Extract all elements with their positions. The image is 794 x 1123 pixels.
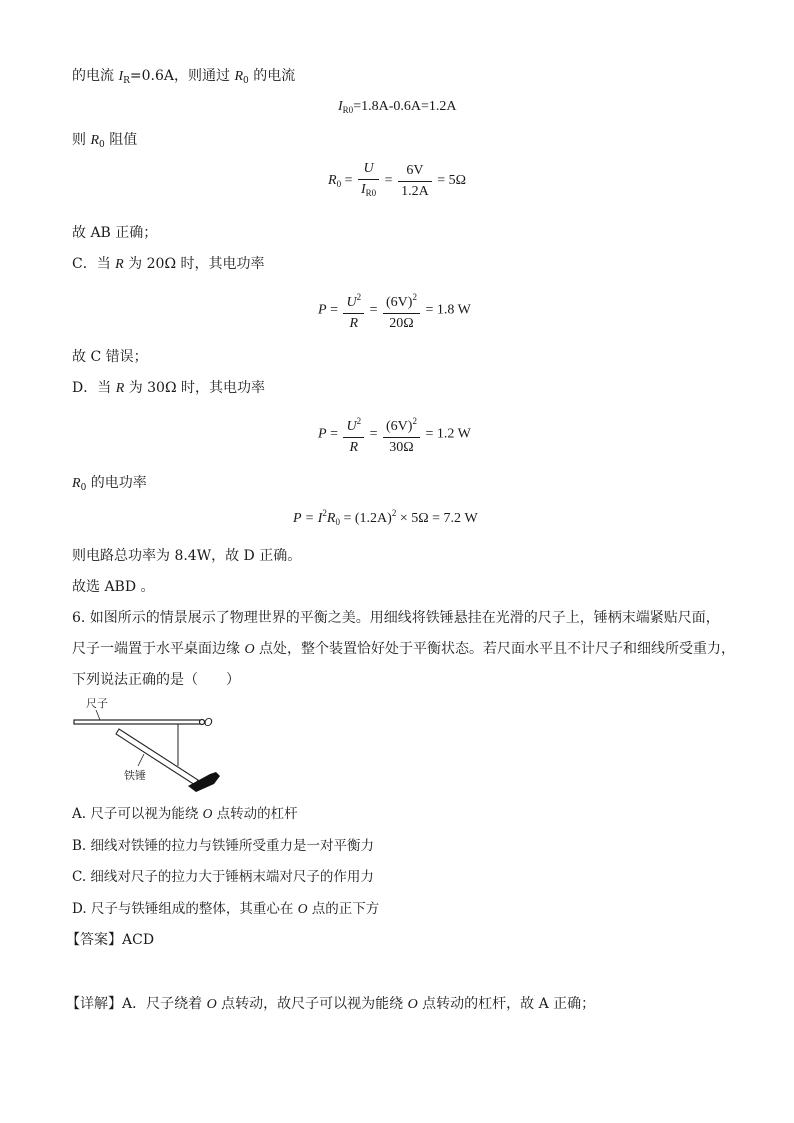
var-I: I: [338, 99, 343, 114]
equals: =: [381, 173, 397, 189]
equals: =: [366, 426, 381, 442]
option-D: [72, 899, 379, 919]
detail-tag: 【详解】: [66, 996, 122, 1012]
result: = 1.2 W: [421, 426, 471, 442]
subscript: R0: [365, 188, 377, 198]
fraction-U2-over-R: [343, 288, 364, 333]
text-line-R0-resistance: [72, 130, 137, 155]
denominator: R: [349, 440, 359, 455]
equation-current-R0: [338, 99, 456, 115]
text-line-D-intro: [72, 378, 265, 399]
equation-lhs: P =: [293, 511, 318, 526]
numerator: U: [346, 419, 357, 434]
option-B: B. 细线对铁锤的拉力与铁锤所受重力是一对平衡力: [72, 838, 375, 854]
text: 则: [72, 132, 91, 148]
denominator: R: [349, 316, 359, 331]
equation-R0-value: [328, 160, 466, 202]
var-O: O: [297, 901, 308, 916]
answer-line: [66, 930, 154, 950]
text: =0.6A，则通过: [129, 68, 235, 84]
option-A: [72, 804, 298, 824]
var-O: O: [202, 806, 213, 821]
text: 为 20Ω 时，其电功率: [123, 256, 265, 272]
numerator: (6V): [386, 419, 413, 434]
equation-R0-power: [293, 508, 478, 527]
superscript: 2: [322, 508, 327, 518]
var-O: O: [407, 997, 418, 1012]
superscript: 2: [356, 416, 362, 426]
question-6-line-1: 6. 如图所示的情景展示了物理世界的平衡之美。用细线将铁锤悬挂在光滑的尺子上，锤柄末端紧贴尺面，: [72, 610, 720, 626]
denominator: 1.2A: [401, 183, 429, 199]
ruler-label: 尺子: [86, 697, 108, 710]
text-line-C-intro: [72, 254, 265, 275]
point-O-label: O: [204, 716, 213, 729]
fraction-6V2-over-20ohm: [383, 288, 420, 333]
hammer-label: 铁锤: [124, 769, 146, 782]
equals: =: [326, 302, 342, 318]
equation-text: × 5Ω = 7.2 W: [396, 511, 478, 526]
text: A. 尺子可以视为能绕: [72, 806, 203, 822]
text: 的电流: [248, 68, 296, 84]
var-O: O: [206, 997, 217, 1012]
text: A．尺子绕着: [122, 996, 207, 1012]
var-R: R: [328, 173, 337, 189]
superscript: 2: [412, 292, 417, 302]
subscript: 0: [99, 140, 105, 150]
text-line-AB-correct: 故 AB 正确；: [72, 225, 158, 241]
var-R: R: [234, 69, 244, 84]
answer-value: ACD: [122, 932, 155, 948]
var-R: R: [115, 257, 124, 272]
text-line-current-IR: [72, 66, 295, 91]
equals: =: [341, 173, 356, 189]
denominator: 20Ω: [389, 316, 414, 331]
equals: =: [366, 302, 381, 318]
subscript: 0: [335, 517, 340, 527]
var-I: I: [317, 511, 323, 526]
text: 点处，整个装置恰好处于平衡状态。若尺面水平且不计尺子和细线所受重力，: [254, 641, 736, 657]
var-R: R: [115, 381, 125, 396]
fraction-U-over-I: [358, 160, 379, 202]
equation-power-20ohm: [318, 288, 471, 333]
text-line-R0-power: [72, 473, 147, 498]
subscript: R0: [342, 105, 354, 115]
question-6-line-3: 下列说法正确的是（ ）: [72, 672, 240, 688]
fraction-6V2-over-30ohm: [383, 412, 420, 457]
text: 尺子一端置于水平桌面边缘: [72, 641, 245, 657]
fraction-6V-over-1.2A: [398, 162, 432, 201]
text: 点转动的杠杆: [212, 806, 298, 822]
subscript: R: [123, 76, 130, 86]
subscript: 0: [243, 76, 249, 86]
text: 点的正下方: [307, 901, 380, 917]
answer-tag: 【答案】: [66, 932, 122, 948]
text: 点转动的杠杆，故 A 正确；: [417, 996, 596, 1012]
hammer-leader-line: [138, 754, 144, 766]
var-R: R: [90, 133, 100, 148]
ruler-shape: [74, 720, 200, 724]
result: = 5Ω: [433, 173, 466, 189]
superscript: 2: [391, 508, 397, 518]
var-R: R: [326, 511, 336, 526]
equation-power-30ohm: [318, 412, 471, 457]
text: 点转动，故尺子可以视为能绕: [216, 996, 408, 1012]
numerator: 6V: [398, 162, 432, 182]
text: D. 尺子与铁锤组成的整体，其重心在: [72, 901, 298, 917]
text: D．当: [72, 380, 116, 396]
detail-line: [66, 994, 595, 1015]
superscript: 2: [356, 292, 362, 302]
text-line-choose-ABD: 故选 ABD 。: [72, 579, 155, 595]
text-line-total-power: 则电路总功率为 8.4W，故 D 正确。: [72, 548, 302, 564]
ruler-hammer-figure: [70, 694, 240, 794]
numerator: (6V): [386, 295, 413, 310]
subscript: 0: [80, 483, 87, 493]
var-R: R: [72, 476, 81, 491]
text-line-C-wrong: 故 C 错误；: [72, 349, 148, 365]
var-P: P: [318, 302, 327, 318]
var-I: I: [118, 69, 124, 84]
superscript: 2: [412, 416, 417, 426]
text: 为 30Ω 时，其电功率: [124, 380, 266, 396]
option-C: C. 细线对尺子的拉力大于锤柄末端对尺子的作用力: [72, 869, 374, 885]
equation-text: =1.8A-0.6A=1.2A: [353, 99, 457, 114]
denominator: 30Ω: [389, 440, 414, 455]
var-O: O: [244, 642, 255, 657]
subscript: 0: [336, 179, 342, 190]
fraction-U2-over-R: [343, 412, 364, 457]
equation-text: = (1.2A): [339, 511, 392, 526]
var-P: P: [318, 426, 327, 442]
text: C．当: [72, 256, 116, 272]
numerator: U: [346, 295, 357, 310]
text: 的电流: [72, 68, 119, 84]
numerator: U: [358, 160, 379, 180]
denominator: I: [360, 182, 366, 197]
text: 的电功率: [86, 475, 147, 491]
ruler-leader-line: [96, 710, 100, 720]
equals: =: [326, 426, 342, 442]
text: 阻值: [104, 132, 138, 148]
result: = 1.8 W: [421, 302, 471, 318]
question-6-line-2: [72, 639, 735, 660]
